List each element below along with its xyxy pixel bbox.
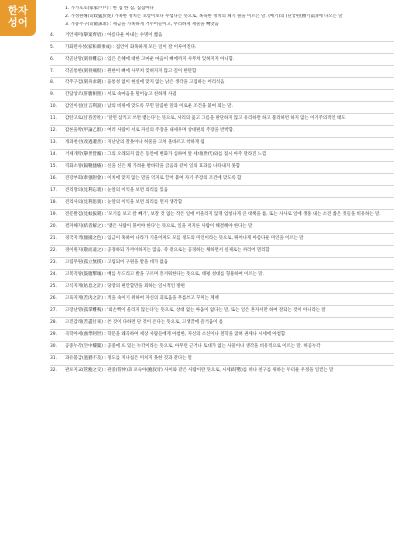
idiom-text: 결자해지(結者解之) : '맺은 사람이 풀어야 한다'는 뜻으로, 일을 저지른 사람이 해결해야 한다는 말: [65, 224, 253, 230]
idiom-rows: [50, 30, 394, 377]
idiom-number: 27.: [50, 308, 57, 314]
idiom-text: 관포지교(管鮑之交) : 관중(管仲)과 포숙아(鮑叔牙) 사이와 같은 사람이란 뜻으로, 시세(時勢)를 떠나 친구를 위하는 두터운 우정을 일컫는 말: [65, 368, 334, 374]
idiom-row: [50, 329, 394, 341]
idiom-number: 25.: [50, 284, 57, 290]
idiom-row: [50, 89, 394, 101]
idiom-row: [50, 233, 394, 245]
idiom-number: 6.: [50, 56, 55, 62]
idiom-number: 24.: [50, 272, 57, 278]
idiom-number: 26.: [50, 296, 57, 302]
idiom-text: 견리사의(見利思義) : 눈앞의 이익을 보면 의리를 먼저 생각함: [65, 200, 183, 206]
idiom-row: [50, 161, 394, 173]
idiom-text: 각골통한(刻骨痛恨) : 원한이 뼈에 사무쳐 잊혀지지 않고 깊이 한탄함: [65, 68, 197, 74]
idiom-row: [50, 317, 394, 329]
idiom-number: 14.: [50, 152, 57, 158]
idiom-number: 15.: [50, 164, 57, 170]
idiom-number: 8.: [50, 80, 55, 86]
idiom-number: 7.: [50, 68, 55, 74]
idiom-text: 고진감래(苦盡甘來) : 쓴 것이 다하면 단 것이 온다는 뜻으로, 고생끝에 즐거움이 옴: [65, 320, 223, 326]
idiom-number: 29.: [50, 332, 57, 338]
idiom-text: 감탄고토(甘呑苦吐) : '달면 삼키고 쓰면 뱉는다'는 뜻으로, 사리의 옳고 그름을 판단하지 않고 유리하면 하고 불리하면 하지 않는 이기주의적인 태도: [65, 116, 346, 122]
idiom-row: [50, 365, 394, 377]
idiom-number: 9.: [50, 92, 55, 98]
idiom-row: [50, 353, 394, 365]
idiom-text: 고립무원(孤立無援) : 고립되어 구원을 받을 데가 없음: [65, 260, 168, 266]
idiom-badge: [0, 0, 36, 36]
idiom-row: [50, 137, 394, 149]
idiom-text: 가화만사성(家和萬事成) : 집안이 화목하게 모든 일이 잘 이루어진다.: [65, 44, 197, 50]
idiom-row: [50, 185, 394, 197]
idiom-row: [50, 101, 394, 113]
idiom-number: 32.: [50, 368, 57, 374]
sub-item: 3. 가중주구(苛斂誅求) : 세금을 가혹하게 거두어들이고, 무리하게 재물을 빼앗음: [65, 21, 219, 27]
idiom-number: 28.: [50, 320, 57, 326]
sub-item: 1. 가가호호(家家戶戶) : 한 집 한 집, 집집마다: [65, 6, 154, 11]
idiom-row: [50, 53, 394, 65]
idiom-text: 고식지계(姑息之計) : 당장의 편안함만을 꾀하는 일시적인 방편: [65, 284, 185, 290]
idiom-text: 간담상조(肝膽相照) : 서로 속마음을 털어놓고 친하게 사귐: [65, 92, 177, 98]
badge-line-1: 한자: [7, 6, 29, 17]
idiom-number: 20.: [50, 224, 57, 230]
idiom-row: [50, 65, 394, 77]
idiom-text: 견문발검(見蚊拔劍) : '모기를 보고 칼 빼기', 보잘 것 없는 작은 일에 어울리지 않게 엄청나게 큰 대책을 씀, 또는 사사로 일에 생뚱 내는 소견 좁은 짓들을 비유하는 말.: [65, 212, 381, 218]
idiom-text: 개과천선(改過遷善) : 지난날의 잘못이나 허물을 고쳐 올바르고 착하게 됨: [65, 140, 205, 146]
idiom-row: [50, 77, 394, 89]
idiom-row: [50, 173, 394, 185]
idiom-number: 17.: [50, 188, 57, 194]
idiom-number: 12.: [50, 128, 57, 134]
idiom-text: 각주구검(刻舟求劍) : 융통성 없이 현실에 맞지 않는 낡은 생각을 고집하는 어리석음: [65, 80, 225, 86]
idiom-text: 경국지색(傾國之色) : 임금이 혹하여 나라가 기울어져도 모를 정도의 미인이라는 뜻으로, 뛰어나게 아름다운 미인을 이르는 말: [65, 236, 304, 242]
idiom-text: 과유불급(過猶不及) : 정도를 지나침은 미치지 못한 것과 같다는 말: [65, 356, 192, 362]
idiom-number: 31.: [50, 356, 57, 362]
idiom-text: 견강부회(牽强附會) : 이치에 맞지 않는 말을 억지로 끌어 붙여 자기 주장의 조건에 맞도록 함: [65, 176, 242, 182]
idiom-row: [50, 221, 394, 233]
idiom-number: 13.: [50, 140, 57, 146]
idiom-text: 갑론을박(甲論乙駁) : 여러 사람이 서로 자신의 주장을 내세우며 상대편의 주장을 반박함.: [65, 128, 235, 134]
idiom-number: 19.: [50, 212, 57, 218]
idiom-row: [50, 341, 394, 353]
idiom-text: 고육지계(苦肉之計) : 적을 속이기 위하여 자신의 괴로움을 무릅쓰고 꾸미는 계책: [65, 296, 219, 302]
idiom-row: [50, 197, 394, 209]
idiom-row: [50, 209, 394, 221]
idiom-row: [50, 281, 394, 293]
idiom-text: 경이원지(敬而遠之) : 공경하되 가까이하지는 않음. 즉 겉으로는 공경하는 체하면서 실제로는 꺼리어 멀리함: [65, 248, 270, 254]
idiom-number: 30.: [50, 344, 57, 350]
badge-line-2: 성어: [7, 18, 29, 29]
idiom-text: 공중누각(空中樓閣) : 공중에 뜨 있는 누각이라는 뜻으로, 아무런 근거나 토대가 없는 사물이나 생각을 비유적으로 이르는 말. 허공누각: [65, 344, 321, 350]
idiom-row: [50, 245, 394, 257]
idiom-row: [50, 113, 394, 125]
idiom-text: 감언이설(甘言利說) : 남의 비위에 맞도록 꾸민 달콤한 말과 이로운 조건을 붙여 꾀는 말.: [65, 104, 233, 110]
idiom-row: [50, 293, 394, 305]
idiom-number: 10.: [50, 104, 57, 110]
idiom-number: 21.: [50, 236, 57, 242]
idiom-number: 18.: [50, 200, 57, 206]
idiom-row: [50, 30, 394, 41]
sub-item: 2. 가성원해(苛政猛於虎) 가혹한 정치는 호랑이보다 무섭다는 뜻으로, 혹독한 정치의 폐기 클을 이르는 말. (예기)의 (단궁편(檀弓篇))에 나오는 말: [65, 13, 343, 19]
idiom-row: [50, 269, 394, 281]
idiom-row: [50, 125, 394, 137]
idiom-number: 11.: [50, 116, 57, 122]
idiom-text: 고복격양(鼓腹擊壤) : 배를 두드리고 발을 구르며 흥겨워한다는 뜻으로, 태평 성대를 형용하여 이르는 말.: [65, 272, 264, 278]
idiom-text: 각골난망(刻骨難忘) : 입은 은혜에 대한 고마운 마음이 뼈에까지 사무쳐 잊혀지지 아니함.: [65, 56, 235, 62]
idiom-text: 거안제미(擧案齊眉) : 아름다운 아내는 수명이 짧음: [65, 32, 163, 38]
idiom-text: 견리망의(見利忘義) : 눈앞의 이익을 보면 의리를 잊음: [65, 188, 168, 194]
idiom-number: 16.: [50, 176, 57, 182]
idiom-row: [50, 149, 394, 161]
idiom-number: 4.: [50, 32, 55, 38]
idiom-row: [50, 305, 394, 317]
idiom-text: 격화소양(隔靴搔癢) : 신을 신은 채 가려운 발바닥을 긁음과 같이 일의 효과를 나타내지 못함: [65, 164, 240, 170]
idiom-list: [50, 6, 394, 377]
idiom-number: 23.: [50, 260, 57, 266]
idiom-number: 5.: [50, 44, 55, 50]
idiom-text: 곡학아세(曲學阿世) : 학문을 왜곡하여 세상 사람들에게 아첨한, 자신의 소신이나 철학을 굽혀 권세나 시세에 아첨함: [65, 332, 286, 338]
idiom-number: 22.: [50, 248, 57, 254]
idiom-text: 고장난명(孤掌難鳴) : '외손뼉이 울리지 않는다'는 뜻으로, 상대 없는 싸움이 없다는 말, 또는 일은 혼자서만 하여 잘되는 것이 아니라는 말: [65, 308, 326, 314]
idiom-text: 거세개탁(擧世皆濁) : 그의 오래되지 않은 동안에 변화가 심하여 앞 세대(世代)와를 접시 아주 달라진 느낌: [65, 152, 267, 158]
idiom-row: [50, 41, 394, 53]
idiom-row: [50, 257, 394, 269]
